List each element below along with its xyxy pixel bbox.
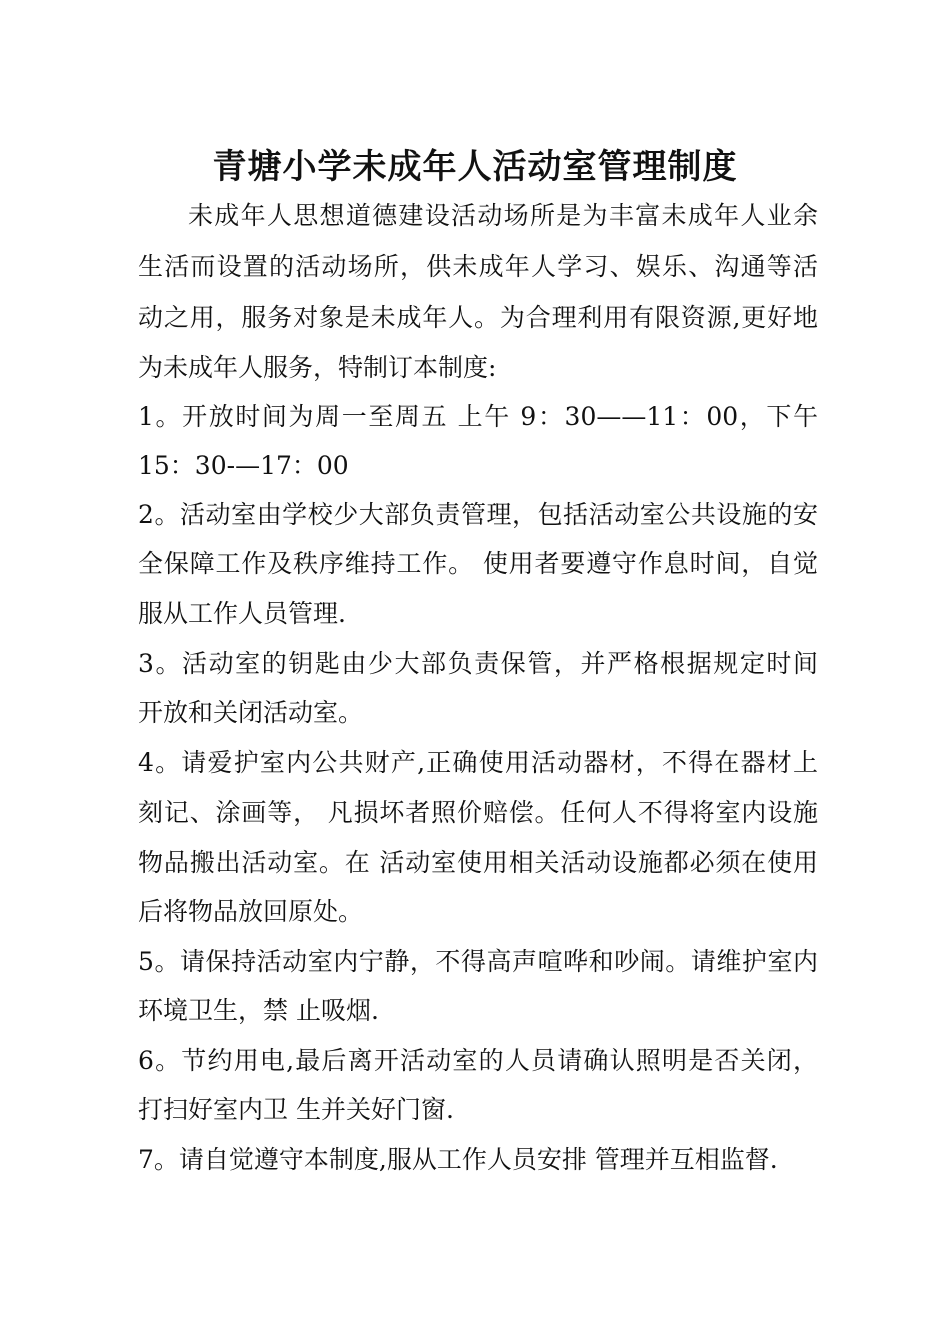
rule-2-line-2: 全保障工作及秩序维持工作。 使用者要遵守作息时间，自觉 bbox=[138, 549, 818, 578]
rule-7-line-1: 7。请自觉遵守本制度,服从工作人员安排 管理并互相监督. bbox=[138, 1145, 778, 1174]
rule-3-line-2: 开放和关闭活动室。 bbox=[138, 698, 364, 727]
rule-1-line-1: 1。开放时间为周一至周五 上午 9：30——11：00，下午 bbox=[138, 402, 818, 431]
rule-5-line-2: 环境卫生，禁 止吸烟. bbox=[138, 996, 379, 1025]
paragraph-line-intro-4: 为未成年人服务，特制订本制度: bbox=[138, 353, 497, 382]
rule-6-line-2: 打扫好室内卫 生并关好门窗. bbox=[138, 1095, 454, 1124]
paragraph-line-intro-1: 未成年人思想道德建设活动场所是为丰富未成年人业余 bbox=[188, 201, 818, 230]
rule-5-line-1: 5。请保持活动室内宁静，不得高声喧哗和吵闹。请维护室内 bbox=[138, 947, 818, 976]
rule-4-line-3: 物品搬出活动室。在 活动室使用相关活动设施都必须在使用 bbox=[138, 848, 818, 877]
paragraph-line-intro-3: 动之用，服务对象是未成年人。为合理利用有限资源,更好地 bbox=[138, 303, 818, 332]
rule-1-line-2: 15：30-—17：00 bbox=[138, 451, 349, 480]
rule-2-line-3: 服从工作人员管理. bbox=[138, 599, 346, 628]
rule-2-line-1: 2。活动室由学校少大部负责管理，包括活动室公共设施的安 bbox=[138, 500, 818, 529]
rule-3-line-1: 3。活动室的钥匙由少大部负责保管，并严格根据规定时间 bbox=[138, 649, 818, 678]
paragraph-line-intro-2: 生活而设置的活动场所，供未成年人学习、娱乐、沟通等活 bbox=[138, 252, 818, 281]
rule-6-line-1: 6。节约用电,最后离开活动室的人员请确认照明是否关闭， bbox=[138, 1046, 818, 1075]
rule-4-line-1: 4。请爱护室内公共财产,正确使用活动器材，不得在器材上 bbox=[138, 748, 818, 777]
rule-4-line-4: 后将物品放回原处。 bbox=[138, 897, 364, 926]
document-title: 青塘小学未成年人活动室管理制度 bbox=[212, 147, 738, 187]
rule-4-line-2: 刻记、涂画等， 凡损坏者照价赔偿。任何人不得将室内设施 bbox=[138, 798, 818, 827]
